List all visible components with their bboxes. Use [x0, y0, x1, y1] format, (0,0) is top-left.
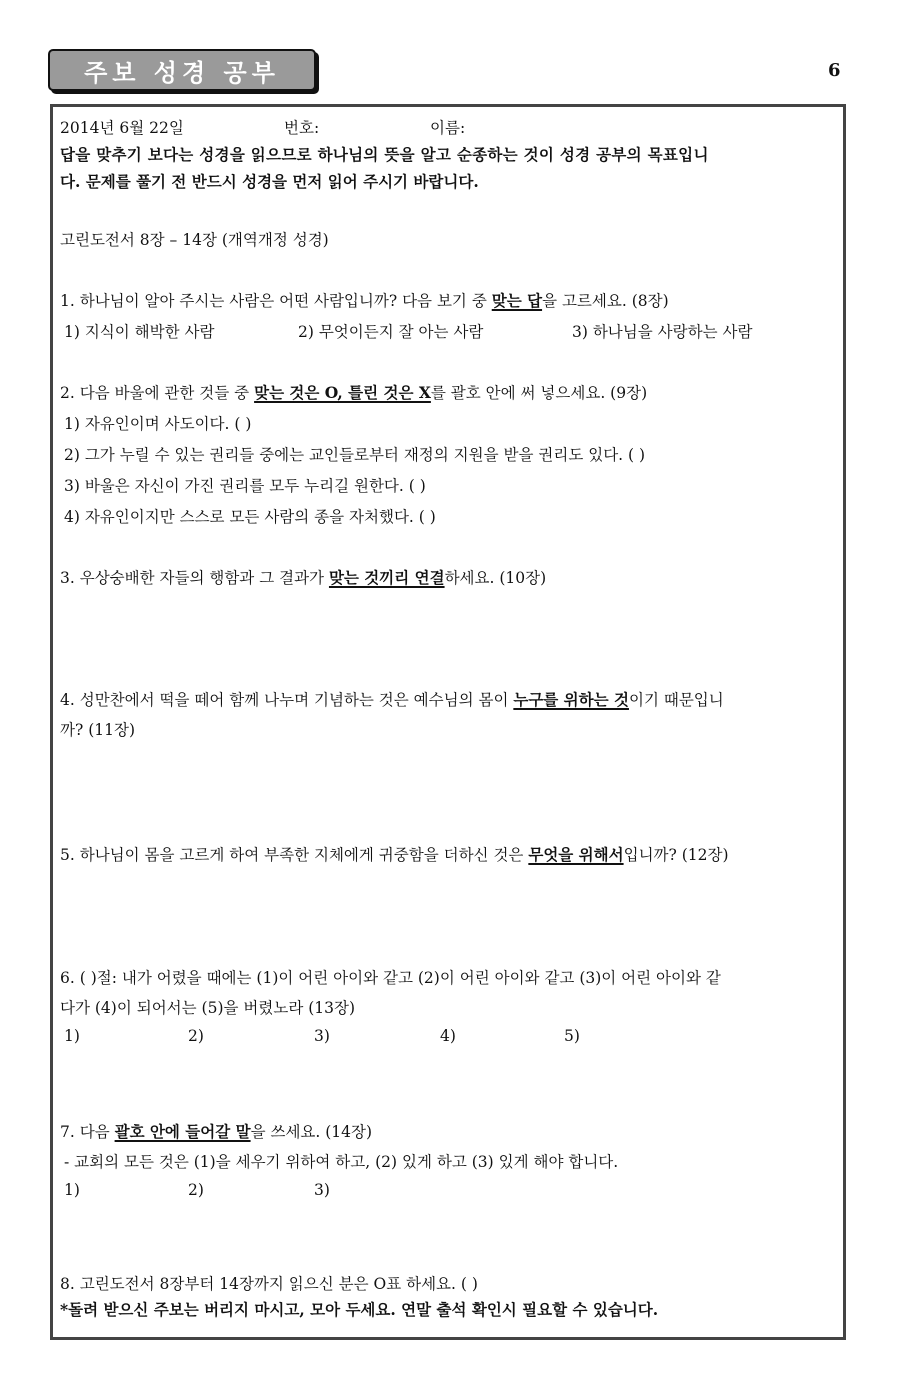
question-5	[60, 843, 729, 865]
question-7-line-2: - 교회의 모든 것은 (1)을 세우기 위하여 하고, (2) 있게 하고 (3) 있게 해야 합니다.	[64, 1153, 619, 1171]
header-title-box	[48, 49, 316, 91]
q6-blank-4: 4)	[440, 1027, 456, 1045]
question-1	[60, 289, 669, 311]
q2-emphasis: 맞는 것은 O, 틀린 것은 X	[254, 383, 431, 402]
q3-text-end: 하세요. (10장)	[444, 569, 547, 587]
question-2	[60, 381, 647, 403]
q6-blank-3: 3)	[314, 1027, 330, 1045]
q5-text-end: 입니까? (12장)	[623, 846, 729, 864]
question-4	[60, 688, 724, 710]
q1-option-3: 3) 하나님을 사랑하는 사람	[572, 323, 753, 341]
notice: *돌려 받으신 주보는 버리지 마시고, 모아 두세요. 연말 출석 확인시 필요할 수 있습니다.	[60, 1300, 659, 1319]
q5-emphasis: 무엇을 위해서	[528, 845, 624, 864]
q2-text: 2. 다음 바울에 관한 것들 중	[60, 384, 255, 402]
q2-item-2: 2) 그가 누릴 수 있는 권리들 중에는 교인들로부터 재정의 지원을 받을 권리도 있다. ( )	[64, 446, 646, 464]
question-6: 6. ( )절: 내가 어렸을 때에는 (1)이 어린 아이와 같고 (2)이 어린 아이와 같고 (3)이 어린 아이와 같	[60, 969, 721, 987]
q5-text: 5. 하나님이 몸을 고르게 하여 부족한 지체에게 귀중함을 더하신 것은	[60, 846, 529, 864]
date: 2014년 6월 22일	[60, 119, 184, 137]
q1-text: 1. 하나님이 알아 주시는 사람은 어떤 사람입니까? 다음 보기 중	[60, 292, 492, 310]
number-label: 번호:	[284, 119, 320, 137]
question-8: 8. 고린도전서 8장부터 14장까지 읽으신 분은 O표 하세요. ( )	[60, 1275, 478, 1293]
q3-emphasis: 맞는 것끼리 연결	[328, 568, 445, 587]
q7-text-end: 을 쓰세요. (14장)	[250, 1123, 373, 1141]
q2-item-1: 1) 자유인이며 사도이다. ( )	[64, 415, 252, 433]
q4-text-end: 이기 때문입니	[628, 691, 724, 709]
q2-text-end: 를 괄호 안에 써 넣으세요. (9장)	[430, 384, 648, 402]
q1-option-1: 1) 지식이 해박한 사람	[64, 323, 215, 341]
name-label: 이름:	[430, 119, 466, 137]
q2-item-4: 4) 자유인이지만 스스로 모든 사람의 종을 자처했다. ( )	[64, 508, 436, 526]
q6-blank-5: 5)	[564, 1027, 580, 1045]
q1-text-end: 을 고르세요. (8장)	[542, 292, 669, 310]
question-3	[60, 566, 546, 588]
q1-emphasis: 맞는 답	[491, 291, 543, 310]
q7-blank-3: 3)	[314, 1181, 330, 1199]
header-title: 주보 성경 공부	[84, 58, 280, 87]
q6-blank-2: 2)	[188, 1027, 204, 1045]
q7-blank-1: 1)	[64, 1181, 80, 1199]
question-4-line-2: 까? (11장)	[60, 721, 136, 739]
q4-emphasis: 누구를 위하는 것	[513, 690, 629, 709]
q1-option-2: 2) 무엇이든지 잘 아는 사람	[298, 323, 484, 341]
q2-item-3: 3) 바울은 자신이 가진 권리를 모두 누리길 원한다. ( )	[64, 477, 426, 495]
q3-text: 3. 우상숭배한 자들의 행함과 그 결과가	[60, 569, 329, 587]
page-number: 6	[828, 60, 841, 81]
scripture-scope: 고린도전서 8장 – 14장 (개역개정 성경)	[60, 231, 329, 249]
q6-blank-1: 1)	[64, 1027, 80, 1045]
q7-text: 7. 다음	[60, 1123, 115, 1141]
question-6-line-2: 다가 (4)이 되어서는 (5)을 버렸노라 (13장)	[60, 999, 356, 1017]
q4-text: 4. 성만찬에서 떡을 떼어 함께 나누며 기념하는 것은 예수님의 몸이	[60, 691, 514, 709]
question-7	[60, 1120, 372, 1142]
q7-emphasis: 괄호 안에 들어갈 말	[114, 1122, 251, 1141]
intro-line-2: 다. 문제를 풀기 전 반드시 성경을 먼저 읽어 주시기 바랍니다.	[60, 172, 479, 191]
q7-blank-2: 2)	[188, 1181, 204, 1199]
intro-line-1: 답을 맞추기 보다는 성경을 읽으므로 하나님의 뜻을 알고 순종하는 것이 성경 공부의 목표입니	[60, 145, 709, 164]
